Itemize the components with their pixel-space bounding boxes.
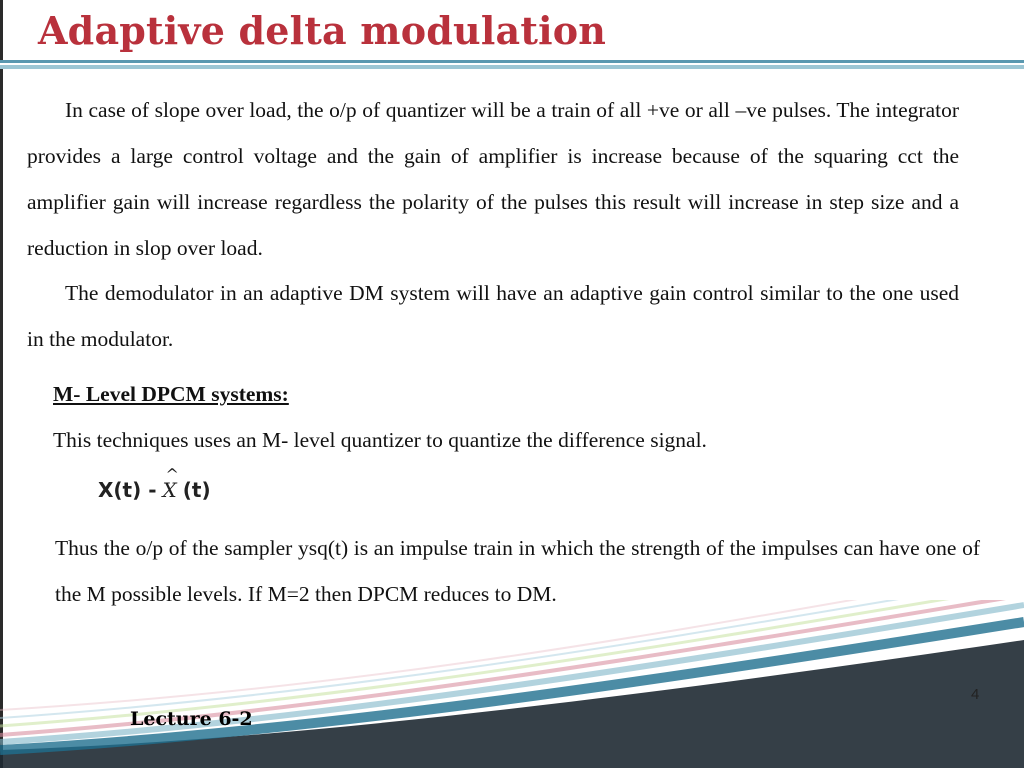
lecture-label: Lecture 6-2 xyxy=(130,708,253,730)
formula-argument: (t) xyxy=(182,478,211,502)
formula-x-symbol: X xyxy=(162,478,177,502)
formula-left: X(t) - xyxy=(98,478,157,502)
difference-formula xyxy=(98,465,211,502)
page-number: 4 xyxy=(971,686,980,703)
section-heading: M- Level DPCM systems: xyxy=(53,382,289,406)
decorative-swoosh xyxy=(0,600,1024,768)
title-divider xyxy=(0,60,1024,69)
hat-symbol: ^ xyxy=(165,465,179,484)
paragraph-slope-overload: In case of slope over load, the o/p of quantizer will be a train of all +ve or all –ve pulses. The integrator provides a large control voltage and the gain of amplifier is increase because of the squaring cct the amplifier gain will increase regardless the polarity of the pulses this result will increase in step size and a reduction in slop over load. xyxy=(27,98,959,260)
paragraph-demodulator: The demodulator in an adaptive DM system will have an adaptive gain control similar to the one used in the modulator. xyxy=(27,281,959,351)
paragraph-sampler: Thus the o/p of the sampler ysq(t) is an impulse train in which the strength of the impulses can have one of the M possible levels. If M=2 then DPCM reduces to DM. xyxy=(55,536,980,606)
slide-title: Adaptive delta modulation xyxy=(38,8,607,53)
section-text: This techniques uses an M- level quantizer to quantize the difference signal. xyxy=(53,428,707,452)
formula-xhat xyxy=(162,465,179,502)
